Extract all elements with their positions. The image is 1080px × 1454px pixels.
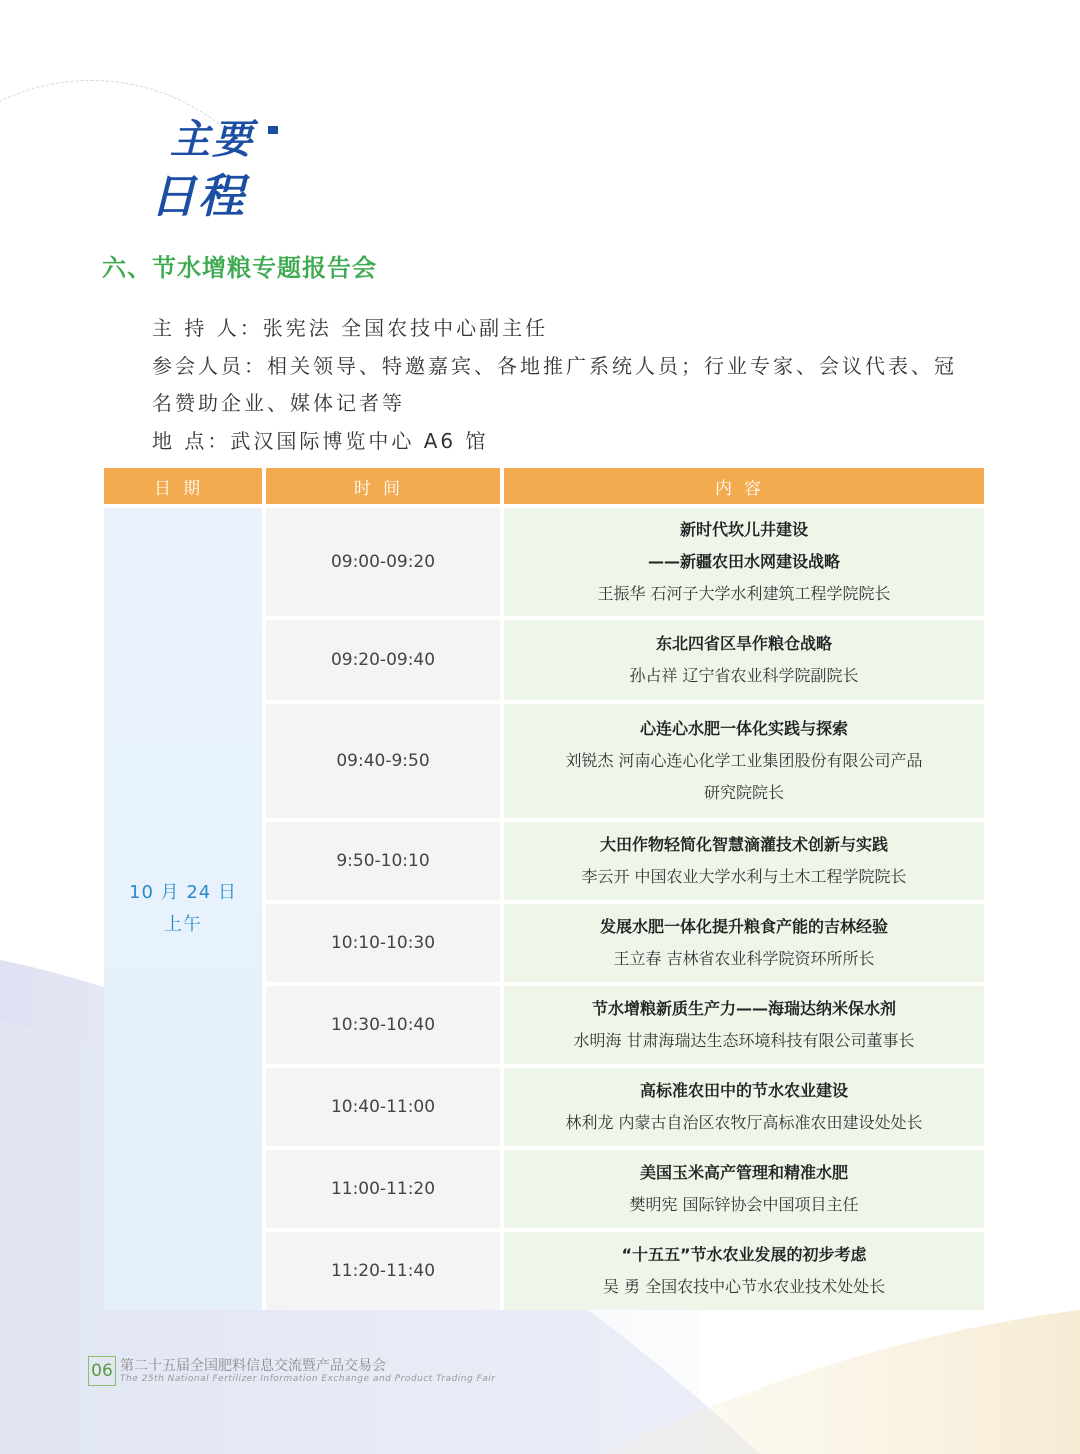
page-number: 06 <box>88 1356 116 1386</box>
talk-title: 大田作物轻简化智慧滴灌技术创新与实践 <box>599 835 888 854</box>
talk-title: 节水增粮新质生产力——海瑞达纳米保水剂 <box>591 999 896 1018</box>
talk-speaker: 孙占祥 辽宁省农业科学院副院长 <box>629 666 859 685</box>
title-line-2: 日程 <box>150 169 246 223</box>
title-dot-decoration <box>268 126 278 134</box>
content-cell <box>504 504 984 616</box>
footer-title-en: The 25th National Fertilizer Information Exchange and Product Trading Fair <box>120 1374 496 1384</box>
date-cell <box>104 504 266 1310</box>
attendees-line-2: 名赞助企业、媒体记者等 <box>152 391 405 415</box>
content-cell <box>504 818 984 900</box>
talk-title: 发展水肥一体化提升粮食产能的吉林经验 <box>599 917 888 936</box>
talk-speaker: 水明海 甘肃海瑞达生态环境科技有限公司董事长 <box>573 1031 915 1050</box>
talk-speaker: 王振华 石河子大学水利建筑工程学院院长 <box>597 584 891 603</box>
date-period: 上午 <box>164 914 202 935</box>
time-cell: 09:20-09:40 <box>266 616 504 700</box>
content-cell <box>504 700 984 818</box>
time-cell: 11:20-11:40 <box>266 1228 504 1310</box>
time-cell: 9:50-10:10 <box>266 818 504 900</box>
talk-speaker: 吴 勇 全国农技中心节水农业技术处处长 <box>602 1277 886 1296</box>
content-cell <box>504 616 984 700</box>
time-cell: 11:00-11:20 <box>266 1146 504 1228</box>
header-content: 内容 <box>504 468 984 504</box>
content-cell <box>504 982 984 1064</box>
time-cell: 10:30-10:40 <box>266 982 504 1064</box>
time-cell: 10:10-10:30 <box>266 900 504 982</box>
talk-title: 高标准农田中的节水农业建设 <box>639 1081 848 1100</box>
time-cell: 09:00-09:20 <box>266 504 504 616</box>
talk-speaker: 樊明宪 国际锌协会中国项目主任 <box>629 1195 859 1214</box>
attendees-line-1: 参会人员：相关领导、特邀嘉宾、各地推广系统人员；行业专家、会议代表、冠 <box>152 354 957 378</box>
content-cell <box>504 1064 984 1146</box>
table-header-row <box>104 468 984 504</box>
time-cell: 09:40-9:50 <box>266 700 504 818</box>
host-line: 主 持 人：张宪法 全国农技中心副主任 <box>152 316 549 340</box>
content-cell <box>504 1146 984 1228</box>
footer-title-cn: 第二十五届全国肥料信息交流暨产品交易会 <box>120 1358 386 1374</box>
talk-speaker: 林利龙 内蒙古自治区农牧厅高标准农田建设处处长 <box>565 1113 923 1132</box>
content-cell <box>504 1228 984 1310</box>
date-text: 10 月 24 日 <box>129 882 237 903</box>
schedule-table <box>104 468 984 1310</box>
talk-speaker: 王立春 吉林省农业科学院资环所所长 <box>613 949 875 968</box>
time-cell: 10:40-11:00 <box>266 1064 504 1146</box>
venue-line: 地 点：武汉国际博览中心 A6 馆 <box>152 429 489 453</box>
talk-speaker-cont: 研究院院长 <box>703 783 784 802</box>
talk-subtitle: ——新疆农田水网建设战略 <box>647 552 840 571</box>
title-line-1: 主要 <box>170 117 254 163</box>
talk-title: 美国玉米高产管理和精准水肥 <box>639 1163 848 1182</box>
content-cell <box>504 900 984 982</box>
header-date: 日期 <box>104 468 266 504</box>
talk-speaker: 刘锐杰 河南心连心化学工业集团股份有限公司产品 <box>565 751 923 770</box>
header-time: 时间 <box>266 468 504 504</box>
talk-speaker: 李云开 中国农业大学水利与土木工程学院院长 <box>581 867 907 886</box>
talk-title: 新时代坎儿井建设 <box>679 520 808 539</box>
section-heading: 六、节水增粮专题报告会 <box>102 254 377 282</box>
table-row <box>104 504 984 616</box>
talk-title: “十五五”节水农业发展的初步考虑 <box>621 1245 867 1264</box>
talk-title: 东北四省区旱作粮仓战略 <box>655 634 832 653</box>
talk-title: 心连心水肥一体化实践与探索 <box>639 719 848 738</box>
